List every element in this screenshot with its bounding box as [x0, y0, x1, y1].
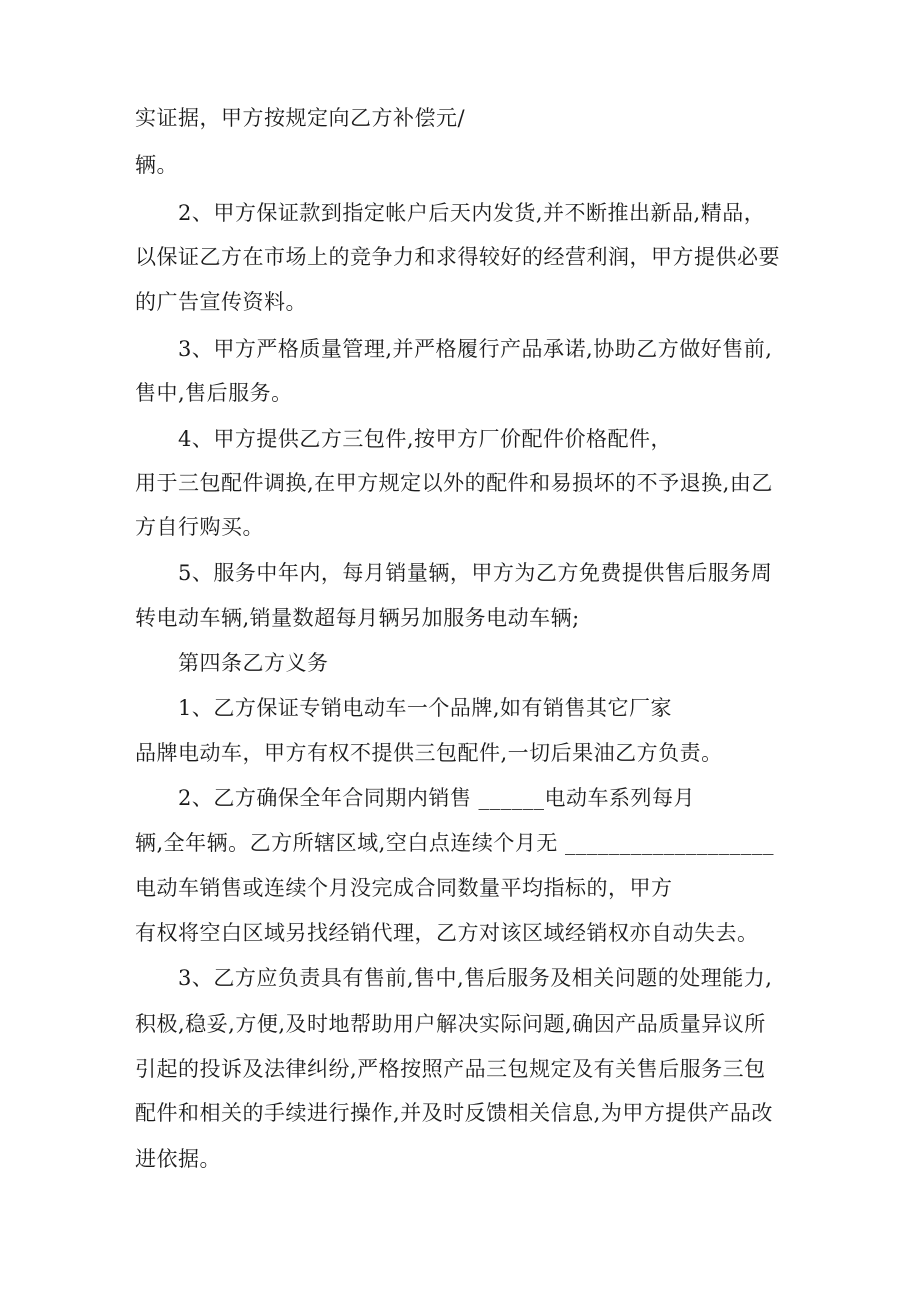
- paragraph-line: 配件和相关的手续进行操作,并及时反馈相关信息,为甲方提供产品改: [135, 1101, 773, 1125]
- paragraph-line: 的广告宣传资料。: [135, 290, 307, 314]
- paragraph-line: 2、乙方确保全年合同期内销售 ______电动车系列每月: [178, 786, 696, 810]
- paragraph-line: 实证据，甲方按规定向乙方补偿元/: [135, 106, 466, 130]
- paragraph-line: 有权将空白区域另找经销代理，乙方对该区域经销权亦自动失去。: [135, 921, 759, 945]
- paragraph-line: 辆。: [135, 153, 178, 177]
- paragraph-line: 2、甲方保证款到指定帐户后天内发货,并不断推出新品,精品，: [178, 201, 766, 225]
- paragraph-line: 方自行购买。: [135, 515, 264, 539]
- section-heading: 第四条乙方义务: [178, 651, 329, 675]
- paragraph-line: 品牌电动车，甲方有权不提供三包配件,一切后果油乙方负责。: [135, 741, 723, 765]
- paragraph-line: 引起的投诉及法律纠纷,严格按照产品三包规定及有关售后服务三包: [135, 1057, 766, 1081]
- paragraph-line: 4、甲方提供乙方三包件,按甲方厂价配件价格配件，: [178, 427, 673, 451]
- paragraph-line: 3、乙方应负责具有售前,售中,售后服务及相关问题的处理能力,: [178, 966, 773, 990]
- paragraph-line: 以保证乙方在市场上的竞争力和求得较好的经营利润，甲方提供必要: [135, 245, 780, 269]
- paragraph-line: 辆,全年辆。乙方所辖区域,空白点连续个月无 ___________________: [135, 831, 775, 855]
- paragraph-line: 积极,稳妥,方便,及时地帮助用户解决实际问题,确因产品质量异议所: [135, 1012, 766, 1036]
- paragraph-line: 进依据。: [135, 1147, 221, 1171]
- paragraph-line: 转电动车辆,销量数超每月辆另加服务电动车辆;: [135, 606, 580, 630]
- paragraph-line: 3、甲方严格质量管理,并严格履行产品承诺,协助乙方做好售前,: [178, 337, 773, 361]
- paragraph-line: 电动车销售或连续个月没完成合同数量平均指标的，甲方: [135, 876, 673, 900]
- paragraph-line: 售中,售后服务。: [135, 381, 293, 405]
- paragraph-line: 用于三包配件调换,在甲方规定以外的配件和易损坏的不予退换,由乙: [135, 471, 773, 495]
- paragraph-line: 1、乙方保证专销电动车一个品牌,如有销售其它厂家: [178, 696, 673, 720]
- paragraph-line: 5、服务中年内，每月销量辆，甲方为乙方免费提供售后服务周: [178, 561, 773, 585]
